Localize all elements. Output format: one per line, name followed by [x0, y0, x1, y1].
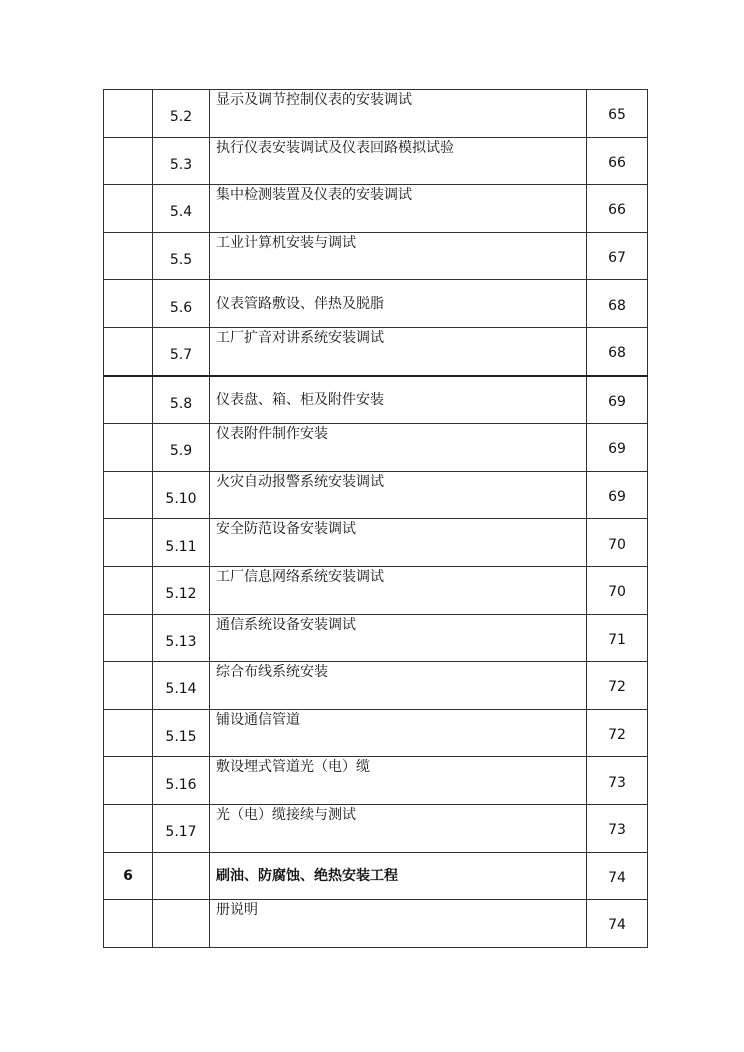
section-number: 5.9	[153, 424, 210, 472]
section-number: 5.6	[153, 280, 210, 328]
table-row	[104, 376, 648, 424]
chapter-cell: 6	[104, 852, 153, 900]
page-number: 68	[587, 280, 648, 328]
page-number: 74	[587, 900, 648, 948]
page-number: 72	[587, 709, 648, 757]
toc-table	[103, 89, 648, 948]
table-row	[104, 757, 648, 805]
table-row	[104, 662, 648, 710]
section-title: 光（电）缆接续与测试	[210, 804, 587, 852]
section-title: 工业计算机安装与调试	[210, 232, 587, 280]
section-title: 仪表管路敷设、伴热及脱脂	[210, 280, 587, 328]
section-number: 5.5	[153, 232, 210, 280]
table-row	[104, 90, 648, 138]
chapter-cell	[104, 614, 153, 662]
chapter-cell	[104, 280, 153, 328]
chapter-cell	[104, 185, 153, 233]
table-row	[104, 804, 648, 852]
chapter-cell	[104, 90, 153, 138]
section-number: 5.10	[153, 471, 210, 519]
page-number: 70	[587, 566, 648, 614]
section-title: 刷油、防腐蚀、绝热安装工程	[210, 852, 587, 900]
chapter-cell	[104, 519, 153, 567]
page-number: 69	[587, 424, 648, 472]
table-row	[104, 566, 648, 614]
chapter-cell	[104, 757, 153, 805]
section-number	[153, 900, 210, 948]
page-number: 71	[587, 614, 648, 662]
chapter-cell	[104, 232, 153, 280]
chapter-cell	[104, 376, 153, 424]
page-number: 65	[587, 90, 648, 138]
section-title: 综合布线系统安装	[210, 662, 587, 710]
section-number: 5.4	[153, 185, 210, 233]
page-number: 68	[587, 327, 648, 375]
page-number: 72	[587, 662, 648, 710]
section-title: 执行仪表安装调试及仪表回路模拟试验	[210, 137, 587, 185]
section-number: 5.13	[153, 614, 210, 662]
section-number: 5.11	[153, 519, 210, 567]
page-number: 74	[587, 852, 648, 900]
section-number: 5.3	[153, 137, 210, 185]
page-number: 66	[587, 185, 648, 233]
page-number: 66	[587, 137, 648, 185]
table-row	[104, 900, 648, 948]
section-number: 5.15	[153, 709, 210, 757]
section-number: 5.12	[153, 566, 210, 614]
section-title: 火灾自动报警系统安装调试	[210, 471, 587, 519]
table-row	[104, 709, 648, 757]
chapter-cell	[104, 662, 153, 710]
section-title: 通信系统设备安装调试	[210, 614, 587, 662]
section-number: 5.17	[153, 804, 210, 852]
section-title: 集中检测装置及仪表的安装调试	[210, 185, 587, 233]
section-number: 5.7	[153, 327, 210, 375]
page-number: 73	[587, 804, 648, 852]
chapter-cell	[104, 327, 153, 375]
section-title: 显示及调节控制仪表的安装调试	[210, 90, 587, 138]
section-title: 工厂信息网络系统安装调试	[210, 566, 587, 614]
section-title: 敷设埋式管道光（电）缆	[210, 757, 587, 805]
table-row	[104, 327, 648, 375]
table-row	[104, 424, 648, 472]
section-number	[153, 852, 210, 900]
table-row	[104, 280, 648, 328]
table-row	[104, 852, 648, 900]
section-number: 5.14	[153, 662, 210, 710]
page-number: 70	[587, 519, 648, 567]
chapter-cell	[104, 566, 153, 614]
table-row	[104, 185, 648, 233]
page-number: 67	[587, 232, 648, 280]
page-number: 69	[587, 376, 648, 424]
chapter-cell	[104, 424, 153, 472]
page-number: 73	[587, 757, 648, 805]
chapter-cell	[104, 471, 153, 519]
page-number: 69	[587, 471, 648, 519]
section-title: 仪表盘、箱、柜及附件安装	[210, 376, 587, 424]
table-row	[104, 137, 648, 185]
section-title: 册说明	[210, 900, 587, 948]
section-title: 铺设通信管道	[210, 709, 587, 757]
section-title: 工厂扩音对讲系统安装调试	[210, 327, 587, 375]
section-title: 安全防范设备安装调试	[210, 519, 587, 567]
chapter-cell	[104, 804, 153, 852]
section-title: 仪表附件制作安装	[210, 424, 587, 472]
section-number: 5.8	[153, 376, 210, 424]
section-number: 5.2	[153, 90, 210, 138]
chapter-cell	[104, 900, 153, 948]
section-number: 5.16	[153, 757, 210, 805]
table-row	[104, 232, 648, 280]
table-row	[104, 519, 648, 567]
chapter-cell	[104, 709, 153, 757]
table-row	[104, 471, 648, 519]
chapter-cell	[104, 137, 153, 185]
table-row	[104, 614, 648, 662]
